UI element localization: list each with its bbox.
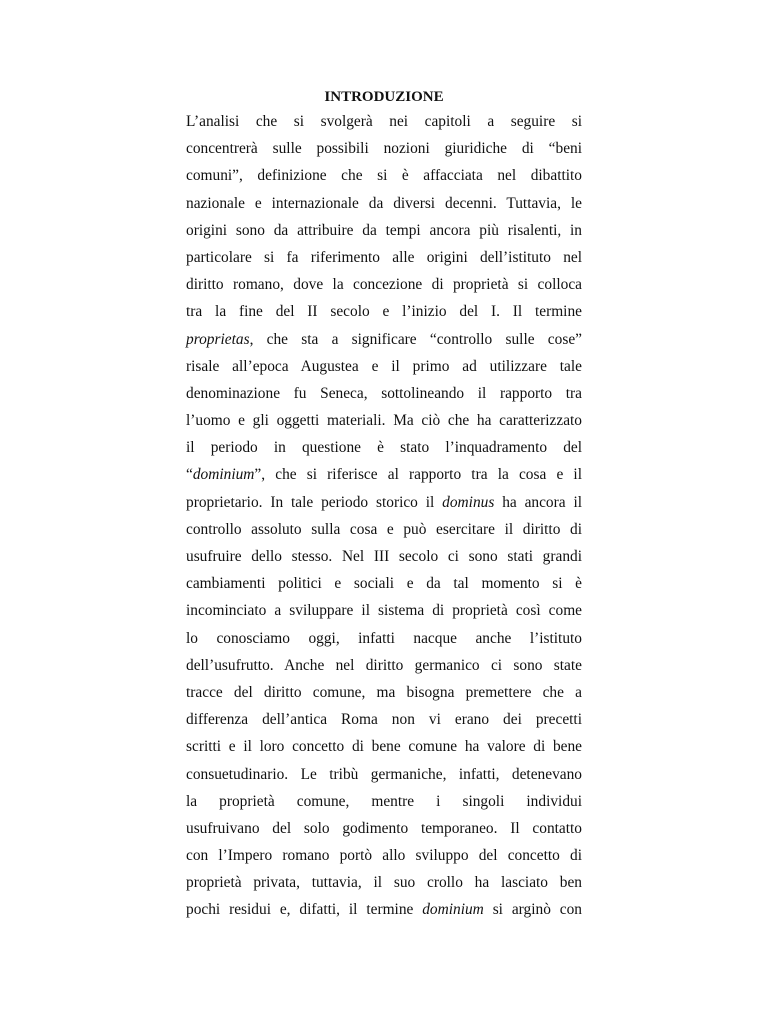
text-line: comuni”, definizione che si è affacciata nel dibattito [186, 167, 582, 185]
text-line: risale all’epoca Augustea e il primo ad utilizzare tale [186, 357, 582, 375]
text-line: dell’usufrutto. Anche nel diritto germanico ci sono state [186, 656, 582, 674]
text-line: con l’Impero romano portò allo sviluppo del concetto di [186, 847, 582, 865]
text-line: tracce del diritto comune, ma bisogna premettere che a [186, 683, 582, 701]
text-line: usufruivano del solo godimento temporaneo. Il contatto [186, 819, 582, 837]
text-line: usufruire dello stesso. Nel III secolo ci sono stati grandi [186, 548, 582, 565]
page-title: INTRODUZIONE [324, 89, 444, 105]
text-line: proprietà privata, tuttavia, il suo crollo ha lasciato ben [186, 874, 582, 892]
text-line: origini sono da attribuire da tempi ancora più risalenti, in [186, 221, 582, 239]
text-line: particolare si fa riferimento alle origini dell’istituto nel [186, 248, 582, 266]
document-page [186, 86, 582, 924]
text-line: incominciato a sviluppare il sistema di proprietà così come [186, 602, 582, 620]
italic-term: dominium [422, 901, 484, 919]
text-line: proprietario. In tale periodo storico il dominus ha ancora il [186, 493, 582, 511]
text-line: il periodo in questione è stato l’inquadramento del [186, 439, 582, 457]
body-text [186, 108, 582, 924]
text-line: diritto romano, dove la concezione di proprietà si colloca [186, 276, 582, 294]
text-line: denominazione fu Seneca, sottolineando il rapporto tra [186, 384, 582, 402]
text-line: nazionale e internazionale da diversi decenni. Tuttavia, le [186, 194, 582, 212]
text-line: concentrerà sulle possibili nozioni giuridiche di “beni [186, 140, 582, 158]
text-line: differenza dell’antica Roma non vi erano dei precetti [186, 711, 582, 729]
text-line: pochi residui e, difatti, il termine dominium si arginò con [186, 901, 582, 919]
text-line: l’uomo e gli oggetti materiali. Ma ciò che ha caratterizzato [186, 412, 582, 430]
text-line: proprietas, che sta a significare “controllo sulle cose” [186, 330, 582, 348]
text-line: cambiamenti politici e sociali e da tal momento si è [186, 575, 582, 593]
text-line: controllo assoluto sulla cosa e può esercitare il diritto di [186, 520, 582, 538]
italic-term: dominium [192, 466, 255, 484]
text-line: “dominium”, che si riferisce al rapporto tra la cosa e il [186, 466, 582, 484]
italic-term: proprietas [186, 330, 250, 348]
text-line: tra la fine del II secolo e l’inizio del I. Il termine [186, 303, 582, 321]
text-line: lo conosciamo oggi, infatti nacque anche l’istituto [186, 629, 582, 647]
text-line: consuetudinario. Le tribù germaniche, infatti, detenevano [186, 765, 582, 783]
text-line: scritti e il loro concetto di bene comune ha valore di bene [186, 738, 582, 756]
text-line: la proprietà comune, mentre i singoli individui [186, 792, 582, 810]
text-line: L’analisi che si svolgerà nei capitoli a seguire si [186, 113, 582, 130]
italic-term: dominus [442, 493, 495, 511]
